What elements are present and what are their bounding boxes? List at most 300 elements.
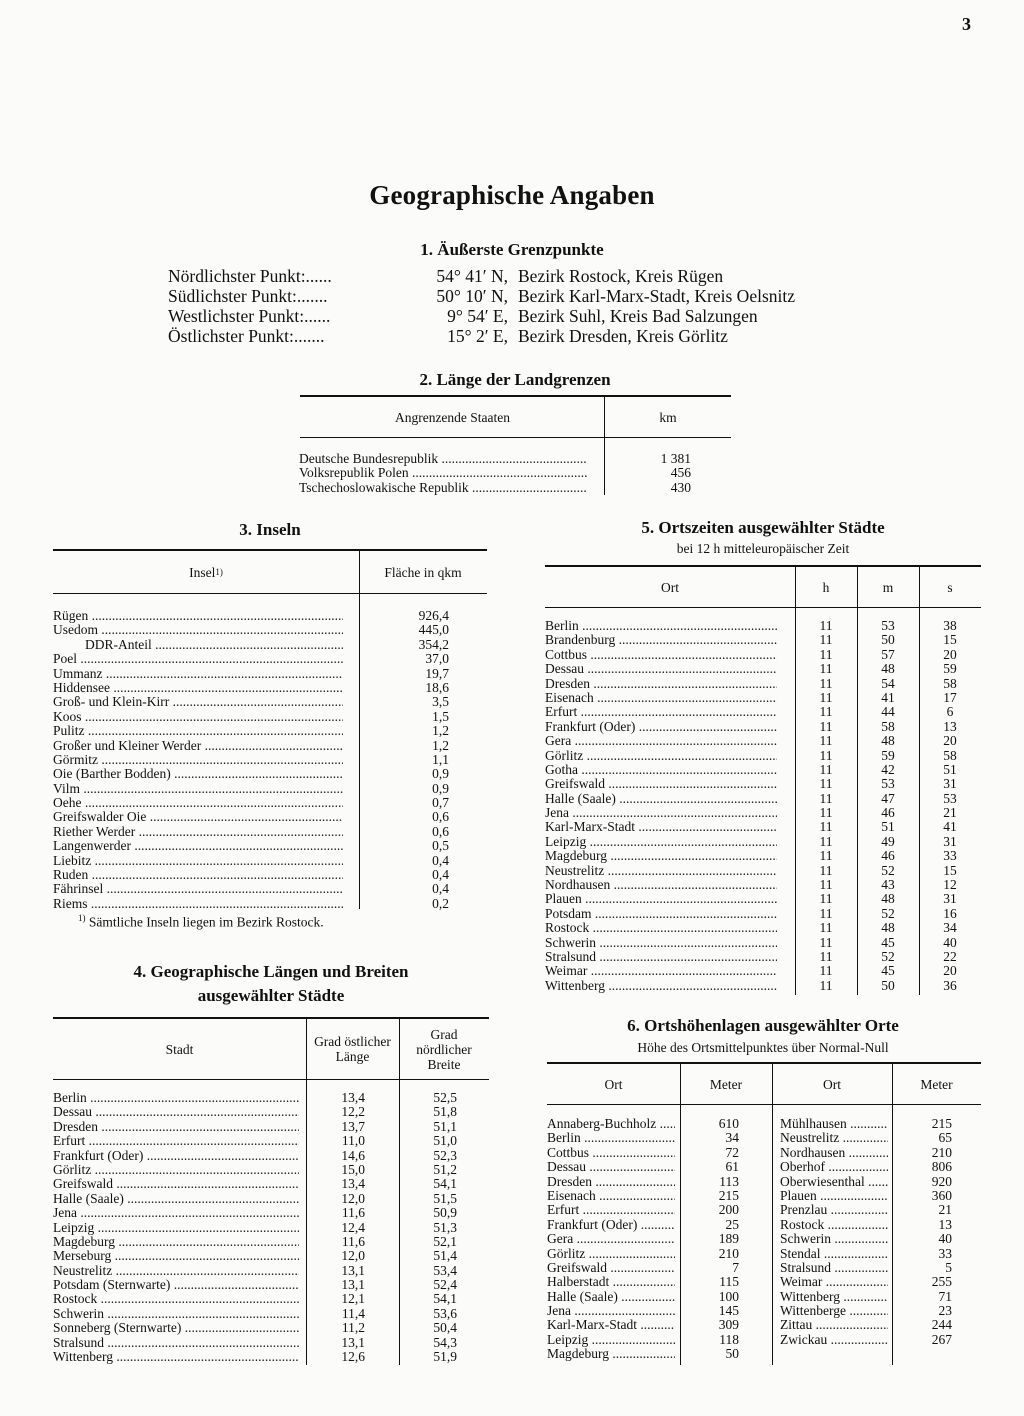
time-seconds: 6	[946, 704, 954, 720]
place-name: Jena .....	[547, 1304, 675, 1318]
place-name: Halle (Saale) .....	[547, 1290, 675, 1304]
place-name: Halle (Saale) .....	[545, 792, 777, 806]
place-height: 50	[725, 1346, 739, 1362]
border-point-row	[168, 326, 795, 346]
place-name: Dessau .....	[547, 1160, 675, 1174]
city-longitude: 11,4	[341, 1305, 365, 1321]
col-header-place-left: Ort	[604, 1076, 623, 1092]
border-point-place: Bezirk Suhl, Kreis Bad Salzungen	[518, 306, 758, 326]
table-row	[545, 864, 981, 878]
time-hours: 11	[819, 833, 833, 849]
place-height: 255	[931, 1274, 952, 1290]
table-row	[53, 1206, 489, 1220]
table-row	[545, 950, 981, 964]
time-seconds: 58	[943, 747, 957, 763]
table-row	[53, 1350, 489, 1364]
time-hours: 11	[819, 920, 833, 936]
place-height: 5	[945, 1259, 952, 1275]
island-name: Groß- und Klein-Kirr .....	[53, 695, 343, 709]
city-longitude: 12,6	[341, 1349, 365, 1365]
table-row	[53, 810, 487, 824]
table-row	[53, 882, 487, 896]
table-row	[545, 820, 981, 834]
city-name: Greifswald .....	[53, 1177, 299, 1191]
heights-table-body-left	[547, 1117, 772, 1362]
city-latitude: 52,3	[433, 1147, 457, 1163]
place-name: Oberhof .....	[780, 1160, 888, 1174]
time-seconds: 31	[943, 776, 957, 792]
time-hours: 11	[819, 848, 833, 864]
time-seconds: 20	[943, 646, 957, 662]
table-row	[780, 1189, 981, 1203]
place-name: Wittenberge .....	[780, 1304, 888, 1318]
page-title: Geographische Angaben	[369, 180, 655, 210]
place-name: Rostock .....	[545, 921, 777, 935]
city-latitude: 54,3	[433, 1334, 457, 1350]
place-height: 71	[938, 1288, 952, 1304]
place-height: 100	[718, 1288, 739, 1304]
island-area: 1,1	[432, 751, 449, 767]
island-name: Riether Werder .....	[53, 825, 343, 839]
time-minutes: 48	[881, 733, 895, 749]
page-number: 3	[962, 14, 971, 34]
time-minutes: 48	[881, 891, 895, 907]
place-name: Gera .....	[545, 734, 777, 748]
table-row	[545, 878, 981, 892]
col-header-states: Angrenzende Staaten	[394, 409, 511, 425]
place-name: Stralsund .....	[545, 950, 777, 964]
place-name: Nordhausen .....	[780, 1146, 888, 1160]
time-seconds: 20	[943, 733, 957, 749]
table-row	[53, 1321, 489, 1335]
coords-table-body	[53, 1091, 489, 1364]
city-name: Erfurt .....	[53, 1134, 299, 1148]
table-row	[780, 1290, 981, 1304]
table-row	[53, 739, 487, 753]
time-seconds: 12	[943, 877, 957, 893]
time-hours: 11	[819, 862, 833, 878]
table-row	[545, 979, 981, 993]
time-minutes: 52	[881, 948, 895, 964]
time-seconds: 15	[943, 862, 957, 878]
island-area: 926,4	[418, 608, 449, 623]
time-seconds: 13	[943, 718, 957, 734]
table-row	[545, 936, 981, 950]
col-header-meter-left: Meter	[709, 1076, 743, 1092]
city-latitude: 51,4	[433, 1248, 457, 1264]
time-hours: 11	[819, 877, 833, 893]
island-name: Pulitz .....	[53, 724, 343, 738]
place-name: Leipzig .....	[545, 835, 777, 849]
table-row	[53, 1120, 489, 1134]
island-name: Fährinsel .....	[53, 882, 343, 896]
place-height: 13	[938, 1216, 952, 1232]
table-row	[53, 854, 487, 868]
place-height: 189	[718, 1231, 739, 1247]
islands-footnote: $^{1)}$ Sämtliche Inseln liegen im Bezirk Rostock.	[78, 913, 324, 930]
city-latitude: 50,9	[433, 1205, 457, 1221]
place-name: Görlitz .....	[545, 749, 777, 763]
island-area: 0,4	[432, 867, 449, 883]
place-height: 360	[931, 1187, 952, 1203]
table-row	[545, 835, 981, 849]
place-name: Dessau .....	[545, 662, 777, 676]
table-row	[299, 466, 729, 480]
col-header-city: Stadt	[165, 1041, 194, 1057]
place-name: Neustrelitz .....	[545, 864, 777, 878]
time-seconds: 36	[943, 977, 957, 993]
place-height: 65	[938, 1130, 952, 1146]
city-latitude: 51,9	[433, 1349, 457, 1365]
table-row	[780, 1304, 981, 1318]
islands-table-header	[53, 549, 487, 594]
city-longitude: 11,2	[341, 1320, 365, 1336]
island-area: 19,7	[425, 665, 449, 681]
section-4-heading-line2: ausgewählter Städte	[197, 986, 345, 1005]
time-seconds: 51	[943, 761, 957, 777]
border-point-place: Bezirk Dresden, Kreis Görlitz	[518, 326, 728, 346]
time-seconds: 58	[943, 675, 957, 691]
table-row	[53, 1192, 489, 1206]
time-hours: 11	[819, 675, 833, 691]
table-row	[53, 897, 487, 911]
time-hours: 11	[819, 963, 833, 979]
col-header-longitude: Grad östlicher Länge	[314, 1034, 391, 1064]
table-row	[53, 710, 487, 724]
table-row	[547, 1304, 772, 1318]
island-area: 0,6	[432, 809, 449, 825]
table-row	[545, 921, 981, 935]
place-height: 267	[931, 1331, 952, 1347]
place-name: Karl-Marx-Stadt .....	[547, 1318, 675, 1332]
place-name: Nordhausen .....	[545, 878, 777, 892]
section-2-heading: 2. Länge der Landgrenzen	[419, 370, 611, 389]
city-latitude: 52,1	[433, 1233, 457, 1249]
table-row	[53, 609, 487, 623]
state-name: Deutsche Bundesrepublik .....	[299, 452, 587, 466]
table-row	[545, 633, 981, 647]
place-height: 25	[725, 1216, 739, 1232]
city-latitude: 51,5	[433, 1190, 457, 1206]
table-row	[780, 1160, 981, 1174]
col-header-latitude: Grad nördlicher Breite	[416, 1026, 472, 1072]
table-row	[545, 964, 981, 978]
col-header-h: h	[822, 579, 830, 595]
city-longitude: 14,6	[341, 1147, 365, 1163]
city-name: Berlin .....	[53, 1091, 299, 1105]
table-row	[53, 1249, 489, 1263]
table-row	[780, 1218, 981, 1232]
table-row	[53, 623, 487, 637]
time-seconds: 31	[943, 891, 957, 907]
time-hours: 11	[819, 646, 833, 662]
heights-table-header	[547, 1062, 981, 1105]
table-row	[53, 1149, 489, 1163]
time-minutes: 45	[881, 963, 895, 979]
table-row	[545, 777, 981, 791]
time-hours: 11	[819, 661, 833, 677]
time-hours: 11	[819, 718, 833, 734]
island-area: 0,6	[432, 823, 449, 839]
place-height: 210	[931, 1144, 952, 1160]
table-row	[545, 907, 981, 921]
place-name: Görlitz .....	[547, 1247, 675, 1261]
table-row	[53, 1235, 489, 1249]
city-name: Potsdam (Sternwarte) .....	[53, 1278, 299, 1292]
city-name: Schwerin .....	[53, 1307, 299, 1321]
border-point-coord: 15° 2′ E,	[447, 326, 508, 346]
island-name: Ruden .....	[53, 868, 343, 882]
time-minutes: 50	[881, 632, 895, 648]
table-row	[547, 1146, 772, 1160]
place-name: Schwerin .....	[780, 1232, 888, 1246]
place-name: Plauen .....	[545, 892, 777, 906]
place-height: 21	[938, 1202, 952, 1218]
place-height: 72	[725, 1144, 739, 1160]
place-height: 920	[931, 1173, 952, 1189]
place-name: Weimar .....	[780, 1275, 888, 1289]
place-name: Rostock .....	[780, 1218, 888, 1232]
table-row	[53, 868, 487, 882]
place-height: 200	[718, 1202, 739, 1218]
table-row	[780, 1117, 981, 1131]
city-latitude: 50,4	[433, 1320, 457, 1336]
island-name: Koos .....	[53, 710, 343, 724]
section-3-heading: 3. Inseln	[239, 520, 301, 539]
table-row	[53, 724, 487, 738]
city-name: Leipzig .....	[53, 1221, 299, 1235]
island-name: Riems .....	[53, 897, 343, 911]
table-row	[547, 1247, 772, 1261]
table-row	[53, 1292, 489, 1306]
place-name: Halberstadt .....	[547, 1275, 675, 1289]
city-longitude: 15,0	[341, 1161, 365, 1177]
place-name: Gotha .....	[545, 763, 777, 777]
times-table-header	[545, 565, 981, 608]
city-longitude: 13,4	[341, 1090, 365, 1105]
time-hours: 11	[819, 733, 833, 749]
section-5-heading: 5. Ortszeiten ausgewählter Städte	[641, 518, 885, 537]
place-name: Weimar .....	[545, 964, 777, 978]
island-area: 0,2	[432, 895, 449, 911]
time-minutes: 47	[881, 790, 895, 806]
time-minutes: 59	[881, 747, 895, 763]
state-name: Volksrepublik Polen .....	[299, 466, 587, 480]
table-row	[545, 705, 981, 719]
table-row	[53, 753, 487, 767]
place-name: Eisenach .....	[547, 1189, 675, 1203]
time-seconds: 20	[943, 963, 957, 979]
border-point-label: Östlichster Punkt:.......	[168, 326, 325, 346]
time-hours: 11	[819, 747, 833, 763]
time-minutes: 46	[881, 805, 895, 821]
place-height: 34	[725, 1130, 739, 1146]
col-header-meter-right: Meter	[920, 1076, 953, 1092]
place-name: Schwerin .....	[545, 936, 777, 950]
table-row	[545, 648, 981, 662]
city-name: Dresden .....	[53, 1120, 299, 1134]
place-name: Wittenberg .....	[545, 979, 777, 993]
table-row	[545, 749, 981, 763]
table-row	[545, 720, 981, 734]
table-row	[545, 849, 981, 863]
time-seconds: 34	[943, 920, 957, 936]
city-latitude: 51,8	[433, 1104, 457, 1120]
table-row	[53, 695, 487, 709]
border-point-place: Bezirk Rostock, Kreis Rügen	[518, 266, 724, 286]
table-row	[780, 1131, 981, 1145]
time-minutes: 53	[881, 618, 895, 633]
time-seconds: 21	[943, 805, 957, 821]
place-name: Oberwiesenthal .....	[780, 1175, 888, 1189]
place-height: 610	[718, 1116, 739, 1131]
place-name: Berlin .....	[547, 1131, 675, 1145]
place-name: Mühlhausen .....	[780, 1117, 888, 1131]
table-row	[53, 796, 487, 810]
table-row	[547, 1275, 772, 1289]
city-name: Frankfurt (Oder) .....	[53, 1149, 299, 1163]
city-longitude: 13,1	[341, 1334, 365, 1350]
table-row	[780, 1175, 981, 1189]
table-row	[545, 677, 981, 691]
table-row	[53, 1336, 489, 1350]
border-point-place: Bezirk Karl-Marx-Stadt, Kreis Oelsnitz	[518, 286, 796, 306]
island-name: Görmitz .....	[53, 753, 343, 767]
place-name: Dresden .....	[545, 677, 777, 691]
city-latitude: 53,6	[433, 1305, 457, 1321]
table-row	[545, 806, 981, 820]
city-longitude: 12,1	[341, 1291, 365, 1307]
time-hours: 11	[819, 948, 833, 964]
island-name: Großer und Kleiner Werder .....	[53, 739, 343, 753]
table-row	[547, 1175, 772, 1189]
time-hours: 11	[819, 934, 833, 950]
time-seconds: 31	[943, 833, 957, 849]
table-row	[547, 1189, 772, 1203]
city-longitude: 12,0	[341, 1190, 365, 1206]
table-row	[545, 662, 981, 676]
city-name: Jena .....	[53, 1206, 299, 1220]
time-seconds: 15	[943, 632, 957, 648]
time-minutes: 45	[881, 934, 895, 950]
place-height: 23	[938, 1303, 952, 1319]
city-name: Halle (Saale) .....	[53, 1192, 299, 1206]
place-name: Magdeburg .....	[545, 849, 777, 863]
table-row	[780, 1203, 981, 1217]
table-row	[547, 1160, 772, 1174]
time-minutes: 44	[881, 704, 895, 720]
island-name: Poel .....	[53, 652, 343, 666]
time-hours: 11	[819, 977, 833, 993]
time-minutes: 53	[881, 776, 895, 792]
section-6-heading: 6. Ortshöhenlagen ausgewählter Orte	[627, 1016, 899, 1035]
table-row	[53, 782, 487, 796]
table-row	[545, 691, 981, 705]
time-minutes: 50	[881, 977, 895, 993]
island-name: Greifswalder Oie .....	[53, 810, 343, 824]
table-row	[545, 892, 981, 906]
table-row	[780, 1232, 981, 1246]
border-point-coord: 50° 10′ N,	[436, 286, 508, 306]
col-header-place: Ort	[661, 579, 679, 595]
col-header-s: s	[947, 579, 953, 595]
island-area: 18,6	[425, 679, 449, 695]
section-5-subheading: bei 12 h mitteleuropäischer Zeit	[676, 541, 850, 556]
place-name: Jena .....	[545, 806, 777, 820]
table-row	[547, 1117, 772, 1131]
table-row	[53, 1091, 489, 1105]
footnote-ref: 1)	[215, 566, 223, 577]
island-area: 0,5	[432, 838, 449, 854]
island-area: 0,4	[432, 852, 449, 868]
table-row	[53, 839, 487, 853]
island-area: 37,0	[425, 651, 449, 667]
time-minutes: 58	[881, 718, 895, 734]
time-hours: 11	[819, 805, 833, 821]
place-height: 244	[931, 1317, 952, 1333]
time-minutes: 43	[881, 877, 895, 893]
city-latitude: 51,2	[433, 1161, 457, 1177]
table-row	[299, 481, 729, 495]
place-name: Zwickau .....	[780, 1333, 888, 1347]
city-name: Merseburg .....	[53, 1249, 299, 1263]
border-point-row	[168, 306, 795, 326]
island-area: 0,7	[432, 795, 449, 811]
border-length: 456	[670, 465, 691, 481]
table-row	[53, 1163, 489, 1177]
city-latitude: 51,0	[433, 1133, 457, 1149]
time-minutes: 48	[881, 920, 895, 936]
island-area: 354,2	[418, 636, 449, 652]
city-name: Sonneberg (Sternwarte) .....	[53, 1321, 299, 1335]
place-height: 7	[732, 1259, 739, 1275]
place-name: Plauen .....	[780, 1189, 888, 1203]
borders-table-header	[300, 395, 731, 438]
time-minutes: 46	[881, 848, 895, 864]
border-point-label: Nördlichster Punkt:......	[168, 266, 332, 286]
table-row	[547, 1218, 772, 1232]
island-name: Ummanz .....	[53, 667, 343, 681]
place-name: Eisenach .....	[545, 691, 777, 705]
place-name: Gera .....	[547, 1232, 675, 1246]
table-row	[780, 1333, 981, 1347]
place-name: Leipzig .....	[547, 1333, 675, 1347]
table-row	[53, 1307, 489, 1321]
time-minutes: 51	[881, 819, 895, 835]
city-longitude: 12,2	[341, 1104, 365, 1120]
table-row	[547, 1261, 772, 1275]
table-row	[53, 638, 487, 652]
table-row	[780, 1146, 981, 1160]
time-seconds: 33	[943, 848, 957, 864]
island-area: 3,5	[432, 694, 449, 710]
place-name: Dresden .....	[547, 1175, 675, 1189]
time-hours: 11	[819, 704, 833, 720]
table-row	[545, 763, 981, 777]
city-latitude: 51,3	[433, 1219, 457, 1235]
column-divider	[772, 1062, 773, 1365]
place-height: 806	[931, 1159, 952, 1175]
place-height: 118	[719, 1331, 739, 1347]
col-header-place-right: Ort	[823, 1076, 841, 1092]
time-seconds: 22	[943, 948, 957, 964]
place-name: Karl-Marx-Stadt .....	[545, 820, 777, 834]
time-minutes: 54	[881, 675, 895, 691]
place-name: Prenzlau .....	[780, 1203, 888, 1217]
island-name: Rügen .....	[53, 609, 343, 623]
table-row	[299, 452, 729, 466]
border-point-coord: 9° 54′ E,	[447, 306, 508, 326]
